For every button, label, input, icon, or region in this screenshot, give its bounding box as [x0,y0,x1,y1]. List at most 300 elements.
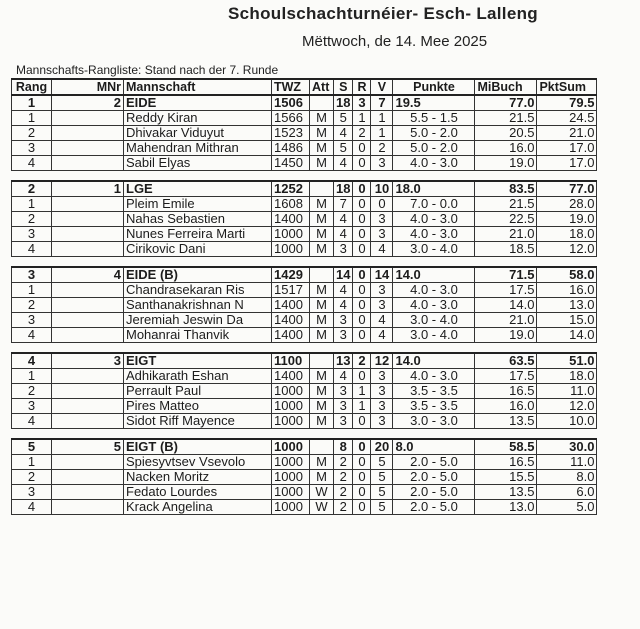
player-twz: 1000 [272,384,310,399]
player-mnr-empty [52,242,124,257]
team-mibuch: 77.0 [475,95,537,111]
player-name: Dhivakar Viduyut [124,126,272,141]
player-name: Mohanrai Thanvik [124,328,272,343]
player-draws: 1 [353,384,371,399]
team-wins: 14 [334,267,353,283]
player-points: 5.0 - 2.0 [393,141,475,156]
player-mnr-empty [52,197,124,212]
column-header-s: S [334,79,353,95]
player-wins: 3 [334,399,353,414]
team-draws: 3 [353,95,371,111]
player-row [12,141,597,156]
player-pktsum: 12.0 [537,242,597,257]
player-pktsum: 11.0 [537,384,597,399]
player-pktsum: 24.5 [537,111,597,126]
player-board: 4 [12,500,52,515]
block-spacer [12,343,597,354]
block-spacer [12,171,597,182]
player-mibuch: 19.0 [475,328,537,343]
player-draws: 0 [353,485,371,500]
player-twz: 1000 [272,470,310,485]
player-twz: 1400 [272,313,310,328]
player-twz: 1517 [272,283,310,298]
team-mibuch: 83.5 [475,181,537,197]
spacer-cell [12,171,597,182]
player-mnr-empty [52,369,124,384]
team-number: 2 [52,95,124,111]
player-mibuch: 16.5 [475,455,537,470]
player-name: Perrault Paul [124,384,272,399]
column-header-att: Att [310,79,334,95]
player-mnr-empty [52,126,124,141]
column-header-twz: TWZ [272,79,310,95]
team-twz: 1429 [272,267,310,283]
team-pktsum: 58.0 [537,267,597,283]
header-row [12,79,597,95]
player-row [12,455,597,470]
player-mibuch: 21.5 [475,197,537,212]
player-mnr-empty [52,111,124,126]
team-twz: 1100 [272,353,310,369]
player-draws: 0 [353,283,371,298]
player-mnr-empty [52,414,124,429]
player-losses: 1 [371,111,393,126]
player-att: M [310,111,334,126]
player-mibuch: 16.5 [475,384,537,399]
player-points: 3.5 - 3.5 [393,399,475,414]
player-row [12,283,597,298]
player-pktsum: 15.0 [537,313,597,328]
standings-table [11,78,597,515]
player-board: 3 [12,485,52,500]
player-mibuch: 21.0 [475,227,537,242]
team-att-empty [310,439,334,455]
player-points: 2.0 - 5.0 [393,500,475,515]
player-mibuch: 16.0 [475,141,537,156]
player-points: 3.5 - 3.5 [393,384,475,399]
team-name: LGE [124,181,272,197]
player-mnr-empty [52,455,124,470]
player-name: Santhanakrishnan N [124,298,272,313]
column-header-mibuch: MiBuch [475,79,537,95]
player-board: 3 [12,313,52,328]
player-row [12,313,597,328]
player-points: 4.0 - 3.0 [393,283,475,298]
team-losses: 20 [371,439,393,455]
column-header-v: V [371,79,393,95]
player-twz: 1400 [272,298,310,313]
player-points: 3.0 - 4.0 [393,242,475,257]
player-pktsum: 11.0 [537,455,597,470]
player-att: M [310,470,334,485]
player-name: Reddy Kiran [124,111,272,126]
team-row [12,181,597,197]
team-draws: 0 [353,439,371,455]
player-board: 2 [12,212,52,227]
player-pktsum: 17.0 [537,156,597,171]
player-pktsum: 12.0 [537,399,597,414]
player-twz: 1608 [272,197,310,212]
player-draws: 0 [353,470,371,485]
player-wins: 5 [334,141,353,156]
player-board: 3 [12,141,52,156]
player-points: 5.0 - 2.0 [393,126,475,141]
team-name: EIGT (B) [124,439,272,455]
player-twz: 1566 [272,111,310,126]
player-draws: 0 [353,313,371,328]
team-name: EIDE (B) [124,267,272,283]
team-att-empty [310,181,334,197]
team-number: 5 [52,439,124,455]
player-wins: 3 [334,414,353,429]
player-board: 4 [12,414,52,429]
player-board: 2 [12,126,52,141]
player-name: Mahendran Mithran [124,141,272,156]
team-points: 8.0 [393,439,475,455]
player-board: 1 [12,369,52,384]
player-row [12,369,597,384]
player-att: M [310,313,334,328]
player-wins: 2 [334,470,353,485]
column-header-pktsum: PktSum [537,79,597,95]
player-row [12,298,597,313]
player-mibuch: 18.5 [475,242,537,257]
player-losses: 3 [371,212,393,227]
document-date: Mëttwoch, de 14. Mee 2025 [302,33,488,50]
spacer-cell [12,257,597,268]
team-draws: 0 [353,267,371,283]
team-name: EIDE [124,95,272,111]
player-losses: 2 [371,141,393,156]
column-header-mnr: MNr [52,79,124,95]
team-rank: 1 [12,95,52,111]
player-att: M [310,369,334,384]
player-points: 2.0 - 5.0 [393,470,475,485]
player-row [12,227,597,242]
team-wins: 18 [334,181,353,197]
block-spacer [12,429,597,440]
player-points: 4.0 - 3.0 [393,212,475,227]
player-name: Spiesyvtsev Vsevolo [124,455,272,470]
column-header-rang: Rang [12,79,52,95]
player-losses: 4 [371,242,393,257]
player-draws: 1 [353,111,371,126]
player-points: 4.0 - 3.0 [393,298,475,313]
player-mibuch: 14.0 [475,298,537,313]
player-row [12,485,597,500]
player-pktsum: 13.0 [537,298,597,313]
player-draws: 0 [353,242,371,257]
team-wins: 13 [334,353,353,369]
player-twz: 1000 [272,242,310,257]
player-wins: 4 [334,212,353,227]
player-wins: 4 [334,156,353,171]
player-draws: 0 [353,156,371,171]
player-pktsum: 18.0 [537,227,597,242]
player-mibuch: 21.5 [475,111,537,126]
player-name: Krack Angelina [124,500,272,515]
player-att: M [310,283,334,298]
player-wins: 4 [334,126,353,141]
player-wins: 5 [334,111,353,126]
player-row [12,111,597,126]
team-pktsum: 77.0 [537,181,597,197]
standings-caption: Mannschafts-Rangliste: Stand nach der 7. Runde [16,63,279,77]
player-points: 7.0 - 0.0 [393,197,475,212]
player-att: M [310,455,334,470]
player-pktsum: 18.0 [537,369,597,384]
player-points: 2.0 - 5.0 [393,485,475,500]
player-board: 4 [12,242,52,257]
player-board: 1 [12,197,52,212]
player-twz: 1000 [272,399,310,414]
player-points: 2.0 - 5.0 [393,455,475,470]
player-losses: 5 [371,485,393,500]
player-att: M [310,328,334,343]
player-wins: 3 [334,328,353,343]
player-att: W [310,485,334,500]
player-mibuch: 20.5 [475,126,537,141]
player-losses: 3 [371,414,393,429]
player-wins: 7 [334,197,353,212]
team-number: 1 [52,181,124,197]
player-board: 1 [12,111,52,126]
player-mnr-empty [52,313,124,328]
team-draws: 0 [353,181,371,197]
player-row [12,156,597,171]
player-mnr-empty [52,470,124,485]
player-wins: 3 [334,242,353,257]
player-row [12,212,597,227]
player-row [12,384,597,399]
spacer-cell [12,429,597,440]
player-wins: 4 [334,227,353,242]
player-row [12,126,597,141]
player-board: 3 [12,399,52,414]
block-spacer [12,257,597,268]
player-twz: 1400 [272,369,310,384]
team-points: 14.0 [393,353,475,369]
player-att: W [310,500,334,515]
player-twz: 1523 [272,126,310,141]
player-wins: 2 [334,485,353,500]
team-att-empty [310,353,334,369]
team-rank: 5 [12,439,52,455]
player-wins: 4 [334,283,353,298]
player-pktsum: 10.0 [537,414,597,429]
player-att: M [310,126,334,141]
player-points: 4.0 - 3.0 [393,227,475,242]
team-points: 18.0 [393,181,475,197]
player-att: M [310,414,334,429]
player-losses: 4 [371,313,393,328]
player-att: M [310,156,334,171]
player-mibuch: 19.0 [475,156,537,171]
player-mnr-empty [52,384,124,399]
player-name: Nacken Moritz [124,470,272,485]
player-wins: 4 [334,369,353,384]
team-wins: 18 [334,95,353,111]
team-row [12,267,597,283]
team-draws: 2 [353,353,371,369]
player-row [12,414,597,429]
player-board: 1 [12,455,52,470]
player-name: Chandrasekaran Ris [124,283,272,298]
player-mibuch: 21.0 [475,313,537,328]
team-points: 14.0 [393,267,475,283]
player-row [12,399,597,414]
player-name: Pires Matteo [124,399,272,414]
player-mibuch: 16.0 [475,399,537,414]
player-mibuch: 13.5 [475,414,537,429]
team-pktsum: 30.0 [537,439,597,455]
player-att: M [310,399,334,414]
player-board: 2 [12,384,52,399]
player-losses: 5 [371,455,393,470]
player-att: M [310,212,334,227]
player-board: 1 [12,283,52,298]
player-mnr-empty [52,212,124,227]
player-row [12,470,597,485]
team-rank: 2 [12,181,52,197]
player-mnr-empty [52,227,124,242]
player-mnr-empty [52,156,124,171]
player-losses: 5 [371,500,393,515]
player-draws: 0 [353,455,371,470]
team-wins: 8 [334,439,353,455]
player-losses: 3 [371,298,393,313]
player-row [12,197,597,212]
player-twz: 1000 [272,455,310,470]
player-losses: 3 [371,227,393,242]
player-points: 4.0 - 3.0 [393,369,475,384]
team-att-empty [310,267,334,283]
player-pktsum: 17.0 [537,141,597,156]
team-rank: 3 [12,267,52,283]
player-pktsum: 5.0 [537,500,597,515]
team-mibuch: 63.5 [475,353,537,369]
player-mnr-empty [52,500,124,515]
team-rank: 4 [12,353,52,369]
player-mnr-empty [52,298,124,313]
player-twz: 1400 [272,212,310,227]
player-pktsum: 14.0 [537,328,597,343]
player-att: M [310,141,334,156]
player-name: Pleim Emile [124,197,272,212]
player-wins: 3 [334,384,353,399]
player-losses: 4 [371,328,393,343]
player-draws: 0 [353,328,371,343]
team-row [12,95,597,111]
player-losses: 3 [371,384,393,399]
player-draws: 1 [353,399,371,414]
player-att: M [310,298,334,313]
team-twz: 1252 [272,181,310,197]
spacer-cell [12,343,597,354]
player-mnr-empty [52,485,124,500]
player-draws: 2 [353,126,371,141]
player-draws: 0 [353,197,371,212]
player-name: Nunes Ferreira Marti [124,227,272,242]
document-title: Schoulschachturnéier- Esch- Lalleng [228,4,538,23]
team-number: 3 [52,353,124,369]
player-mibuch: 13.5 [475,485,537,500]
player-points: 3.0 - 4.0 [393,313,475,328]
team-twz: 1506 [272,95,310,111]
player-points: 3.0 - 3.0 [393,414,475,429]
player-name: Cirikovic Dani [124,242,272,257]
player-twz: 1000 [272,500,310,515]
team-losses: 14 [371,267,393,283]
player-losses: 3 [371,369,393,384]
player-mibuch: 17.5 [475,369,537,384]
player-name: Sabil Elyas [124,156,272,171]
player-row [12,500,597,515]
player-pktsum: 21.0 [537,126,597,141]
player-mnr-empty [52,328,124,343]
team-name: EIGT [124,353,272,369]
player-mibuch: 15.5 [475,470,537,485]
player-pktsum: 28.0 [537,197,597,212]
player-draws: 0 [353,141,371,156]
player-row [12,328,597,343]
player-twz: 1000 [272,485,310,500]
player-name: Adhikarath Eshan [124,369,272,384]
player-draws: 0 [353,500,371,515]
player-twz: 1486 [272,141,310,156]
player-pktsum: 16.0 [537,283,597,298]
player-wins: 3 [334,313,353,328]
team-twz: 1000 [272,439,310,455]
player-pktsum: 8.0 [537,470,597,485]
player-board: 2 [12,298,52,313]
player-wins: 4 [334,298,353,313]
player-losses: 5 [371,470,393,485]
team-losses: 10 [371,181,393,197]
player-board: 4 [12,156,52,171]
player-name: Jeremiah Jeswin Da [124,313,272,328]
player-points: 5.5 - 1.5 [393,111,475,126]
player-board: 4 [12,328,52,343]
player-draws: 0 [353,298,371,313]
team-att-empty [310,95,334,111]
player-att: M [310,197,334,212]
player-name: Fedato Lourdes [124,485,272,500]
team-row [12,439,597,455]
player-att: M [310,384,334,399]
player-draws: 0 [353,212,371,227]
team-pktsum: 51.0 [537,353,597,369]
player-board: 2 [12,470,52,485]
player-board: 3 [12,227,52,242]
player-att: M [310,227,334,242]
column-header-mannschaft: Mannschaft [124,79,272,95]
player-draws: 0 [353,414,371,429]
player-points: 4.0 - 3.0 [393,156,475,171]
player-losses: 1 [371,126,393,141]
player-name: Sidot Riff Mayence [124,414,272,429]
player-points: 3.0 - 4.0 [393,328,475,343]
team-mibuch: 58.5 [475,439,537,455]
player-wins: 2 [334,500,353,515]
column-header-punkte: Punkte [393,79,475,95]
team-mibuch: 71.5 [475,267,537,283]
player-mibuch: 17.5 [475,283,537,298]
player-mibuch: 22.5 [475,212,537,227]
team-losses: 7 [371,95,393,111]
player-twz: 1400 [272,328,310,343]
player-wins: 2 [334,455,353,470]
